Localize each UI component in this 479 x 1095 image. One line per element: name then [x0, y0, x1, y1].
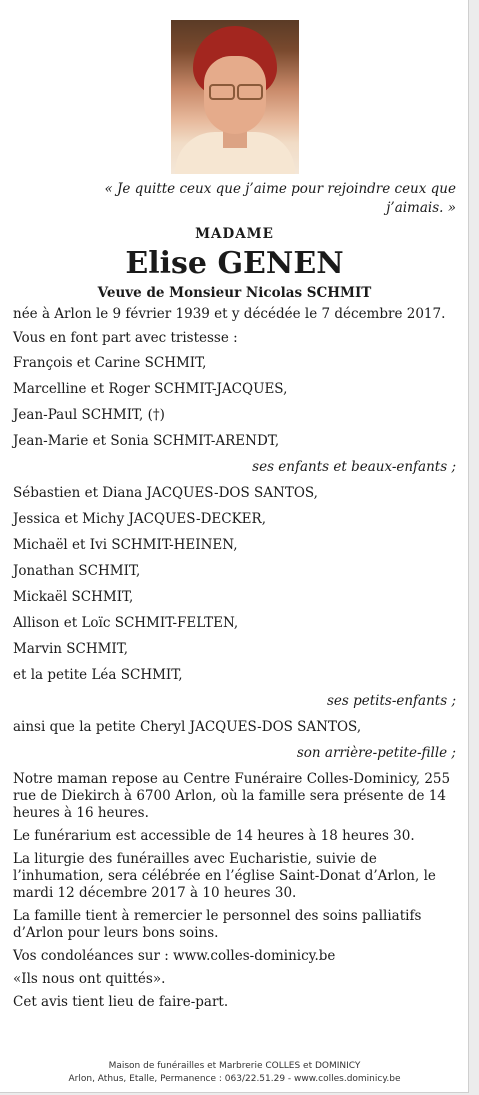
intro-line: Vous en font part avec tristesse :	[13, 330, 238, 346]
paragraph: Notre maman repose au Centre Funéraire Colles-Dominicy, 255 rue de Diekirch à 6700 Arlon, où la famille sera présente de 14 heures à 16 heures.	[13, 771, 451, 821]
condolences-line: Vos condoléances sur : www.colles-dominicy.be	[13, 948, 336, 964]
paragraph: «Ils nous ont quittés».	[13, 971, 166, 987]
list-item: Allison et Loïc SCHMIT-FELTEN,	[13, 615, 239, 631]
paragraph: La liturgie des funérailles avec Eucharistie, suivie de l’inhumation, sera célébrée en l’église Saint-Donat d’Arlon, le mardi 12 décembre 2017 à 10 heures 30.	[13, 851, 436, 901]
notice-body	[13, 306, 456, 1011]
footer-line-2: Arlon, Athus, Etalle, Permanence : 063/22.51.29 - www.colles.dominicy.be	[68, 1074, 401, 1084]
list-item: Jean-Paul SCHMIT, (†)	[13, 407, 165, 423]
portrait-photo	[171, 20, 299, 174]
list-item: François et Carine SCHMIT,	[13, 355, 207, 371]
deceased-name: Elise GENEN	[125, 246, 344, 281]
list-item: Jean-Marie et Sonia SCHMIT-ARENDT,	[13, 433, 280, 449]
relation-label: ses petits-enfants ;	[326, 693, 456, 709]
footer-line-1: Maison de funérailles et Marbrerie COLLES et DOMINICY	[108, 1061, 361, 1071]
list-item: ainsi que la petite Cheryl JACQUES-DOS SANTOS,	[13, 719, 362, 735]
paragraph: Le funérarium est accessible de 14 heures à 18 heures 30.	[13, 828, 415, 844]
funeral-home-footer	[0, 1060, 469, 1086]
list-item: Sébastien et Diana JACQUES-DOS SANTOS,	[13, 485, 318, 501]
list-item: Michaël et Ivi SCHMIT-HEINEN,	[13, 537, 238, 553]
list-item: Marcelline et Roger SCHMIT-JACQUES,	[13, 381, 288, 397]
relation-label: son arrière-petite-fille ;	[296, 745, 456, 761]
list-item: Mickaël SCHMIT,	[13, 589, 134, 605]
honorific: MADAME	[195, 226, 274, 242]
relation-label: ses enfants et beaux-enfants ;	[252, 459, 456, 475]
paragraph: La famille tient à remercier le personnel des soins palliatifs d’Arlon pour leurs bons soins.	[13, 908, 422, 941]
quote: « Je quitte ceux que j’aime pour rejoindre ceux que j’aimais. »	[104, 181, 456, 216]
birth-death-line: née à Arlon le 9 février 1939 et y décédée le 7 décembre 2017.	[13, 306, 446, 322]
paragraph: Cet avis tient lieu de faire-part.	[13, 994, 229, 1010]
list-item: Jessica et Michy JACQUES-DECKER,	[13, 511, 266, 527]
widow-of: Veuve de Monsieur Nicolas SCHMIT	[97, 285, 372, 301]
list-item: et la petite Léa SCHMIT,	[13, 667, 183, 683]
list-item: Marvin SCHMIT,	[13, 641, 129, 657]
list-item: Jonathan SCHMIT,	[13, 563, 141, 579]
